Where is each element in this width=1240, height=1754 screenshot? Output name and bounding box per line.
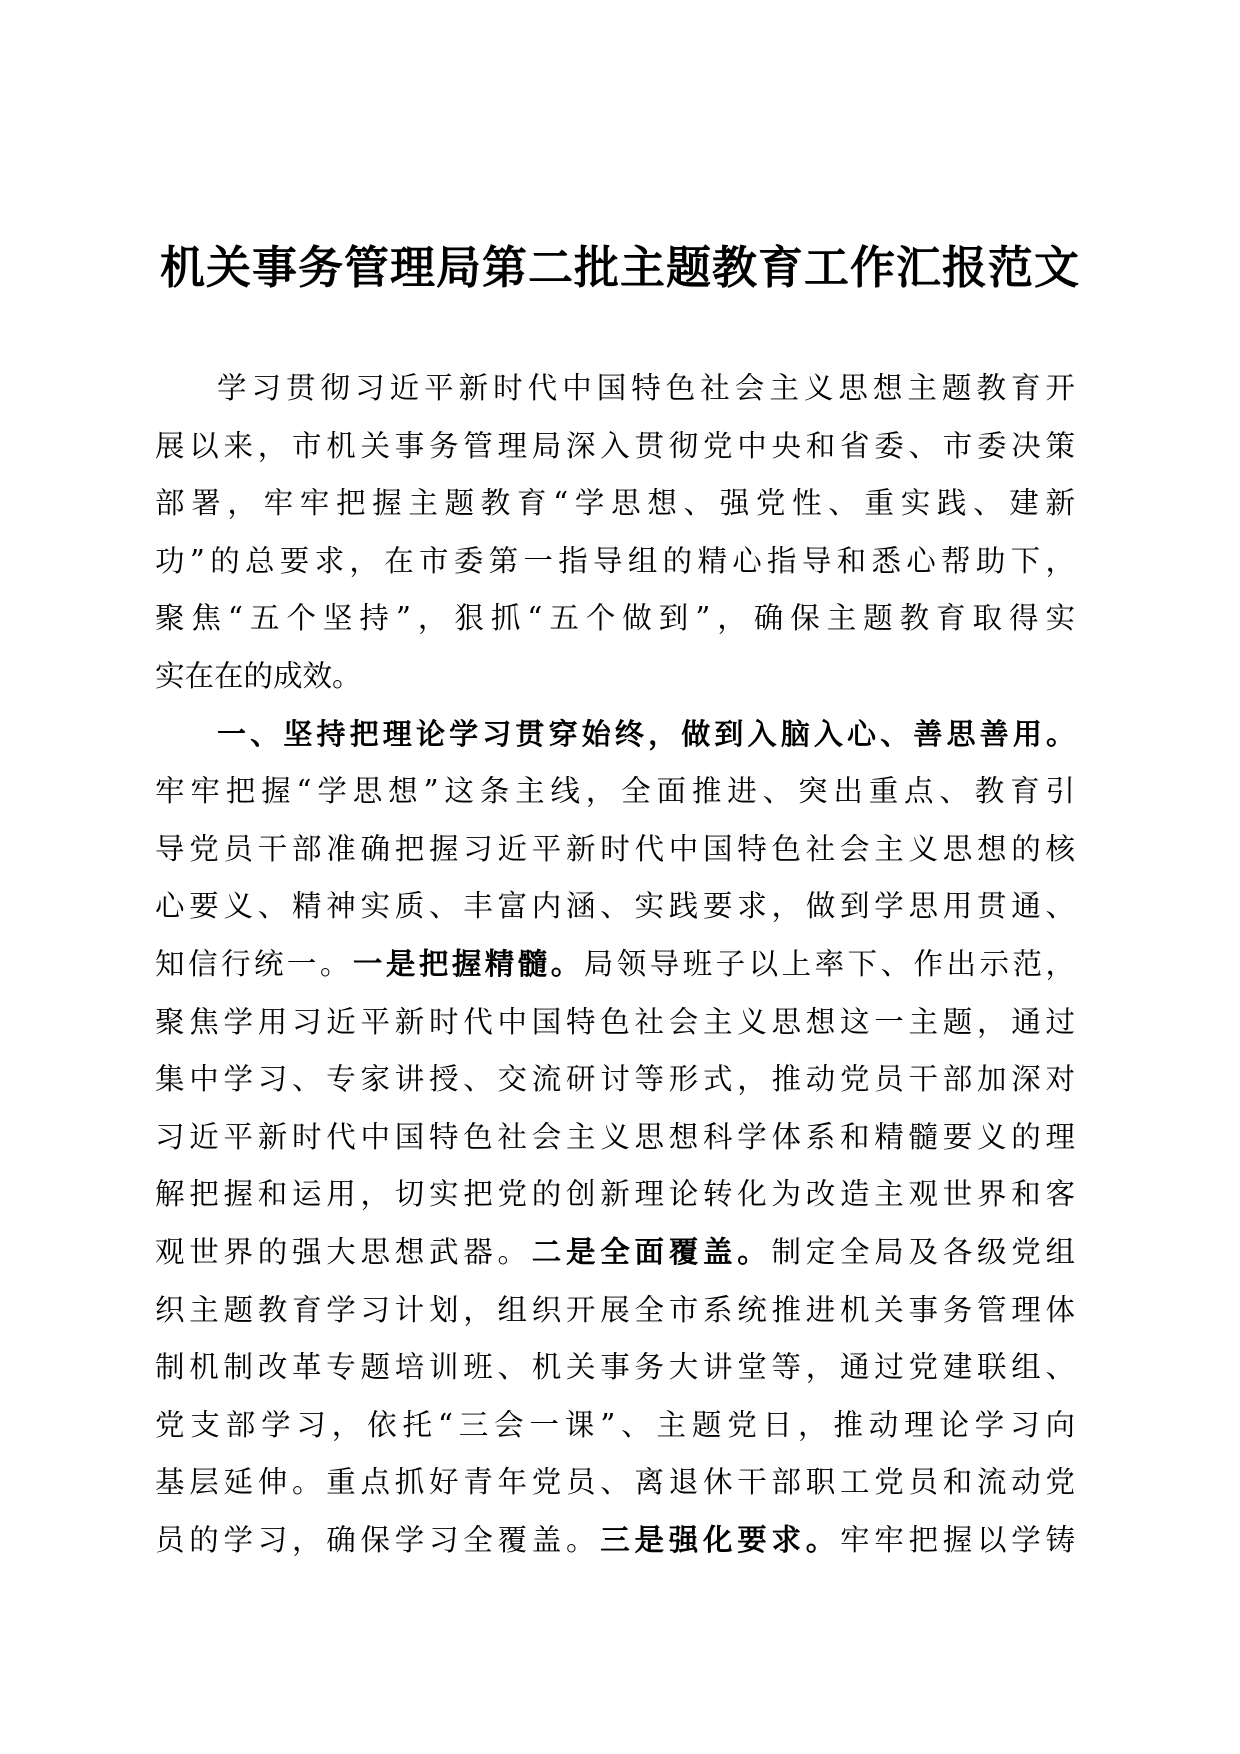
paragraph-text: 员的学习，确保学习全覆盖。	[155, 1522, 601, 1557]
paragraph-line: 导党员干部准确把握习近平新时代中国特色社会主义思想的核	[155, 831, 1075, 866]
paragraph-line: 集中学习、专家讲授、交流研讨等形式，推动党员干部加深对	[155, 1062, 1075, 1097]
document-body	[155, 360, 1075, 1569]
paragraph-line: 实在在的成效。	[155, 658, 362, 693]
paragraph-line: 部署，牢牢把握主题教育“学思想、强党性、重实践、建新	[155, 486, 1075, 521]
paragraph-line: 基层延伸。重点抓好青年党员、离退休干部职工党员和流动党	[155, 1465, 1075, 1500]
paragraph-line	[155, 1512, 1075, 1570]
document-title: 机关事务管理局第二批主题教育工作汇报范文	[159, 241, 1080, 294]
paragraph-text: 制定全局及各级党组	[771, 1234, 1075, 1269]
subpoint-heading: 二是全面覆盖。	[531, 1234, 772, 1269]
paragraph-text: 牢牢把握以学铸	[839, 1522, 1075, 1557]
paragraph-text: 局领导班子以上率下、作出示范，	[583, 946, 1075, 981]
section-heading: 一、坚持把理论学习贯穿始终，做到入脑入心、善思善用。	[217, 716, 1075, 751]
paragraph-line	[155, 936, 1075, 994]
paragraph-line: 织主题教育学习计划，组织开展全市系统推进机关事务管理体	[155, 1292, 1075, 1327]
paragraph-line: 展以来，市机关事务管理局深入贯彻党中央和省委、市委决策	[155, 428, 1075, 463]
paragraph-line: 功”的总要求，在市委第一指导组的精心指导和悉心帮助下，	[155, 543, 1075, 578]
paragraph-text: 知信行统一。	[155, 946, 353, 981]
paragraph-line: 习近平新时代中国特色社会主义思想科学体系和精髓要义的理	[155, 1119, 1075, 1154]
paragraph-line: 解把握和运用，切实把党的创新理论转化为改造主观世界和客	[155, 1177, 1075, 1212]
subpoint-heading: 三是强化要求。	[600, 1522, 840, 1557]
subpoint-heading: 一是把握精髓。	[352, 946, 584, 981]
paragraph-text: 观世界的强大思想武器。	[155, 1234, 532, 1269]
paragraph-line: 牢牢把握“学思想”这条主线，全面推进、突出重点、教育引	[155, 774, 1075, 809]
paragraph-line: 制机制改革专题培训班、机关事务大讲堂等，通过党建联组、	[155, 1350, 1075, 1385]
paragraph-line: 学习贯彻习近平新时代中国特色社会主义思想主题教育开	[217, 371, 1075, 405]
paragraph-line: 党支部学习，依托“三会一课”、主题党日，推动理论学习向	[155, 1407, 1075, 1442]
paragraph-line: 聚焦学用习近平新时代中国特色社会主义思想这一主题，通过	[155, 1004, 1075, 1039]
paragraph-line: 聚焦“五个坚持”，狠抓“五个做到”，确保主题教育取得实	[155, 601, 1075, 636]
paragraph-line: 心要义、精神实质、丰富内涵、实践要求，做到学思用贯通、	[155, 889, 1075, 924]
paragraph-line	[155, 1224, 1075, 1282]
